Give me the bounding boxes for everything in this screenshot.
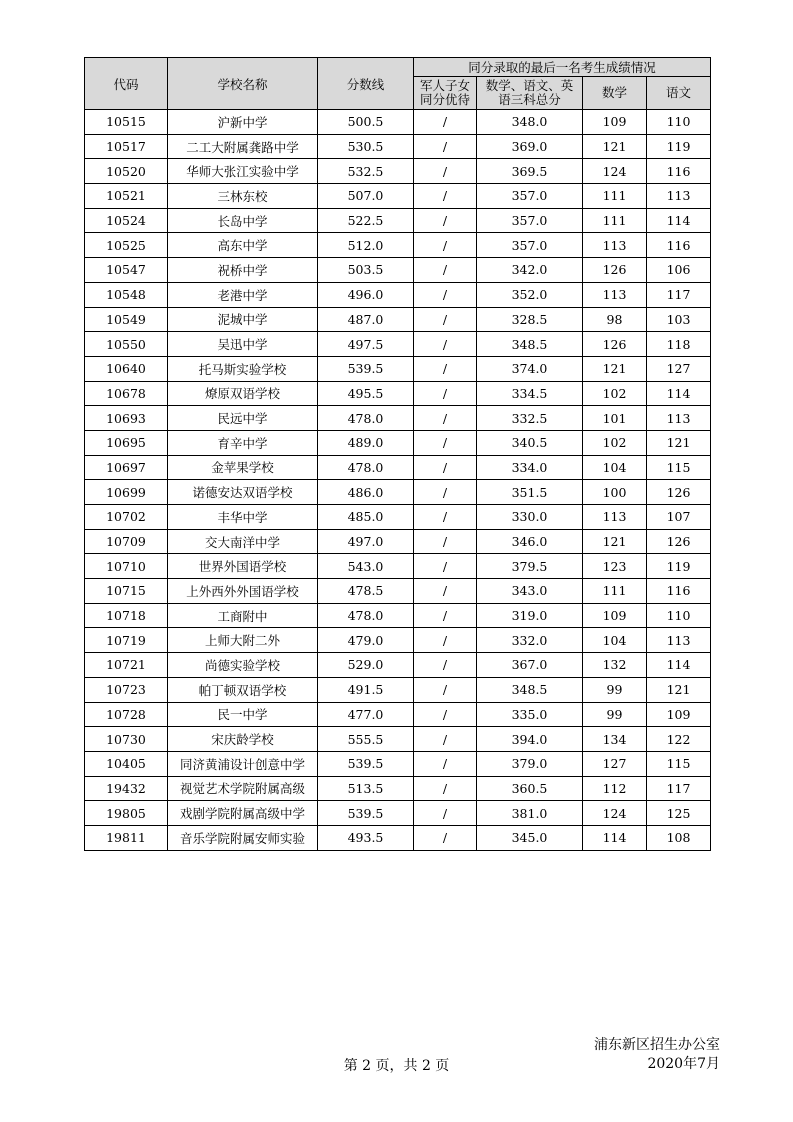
cell-code: 10640 [85,356,168,381]
cell-cutoff-score: 487.0 [318,307,414,332]
cell-code: 19432 [85,776,168,801]
cell-chinese: 121 [647,677,711,702]
cell-three-subject-total: 379.5 [477,554,583,579]
cell-three-subject-total: 343.0 [477,579,583,604]
cell-three-subject-total: 367.0 [477,653,583,678]
table-row [85,603,711,628]
cell-school-name: 世界外国语学校 [168,554,318,579]
table-row [85,702,711,727]
cell-three-subject-total: 394.0 [477,727,583,752]
table-row [85,628,711,653]
cell-code: 10405 [85,751,168,776]
cell-cutoff-score: 493.5 [318,825,414,850]
cell-chinese: 115 [647,751,711,776]
cell-military-priority: / [414,307,477,332]
cell-cutoff-score: 539.5 [318,751,414,776]
cell-three-subject-total: 348.0 [477,110,583,135]
cell-code: 10728 [85,702,168,727]
cell-code: 10521 [85,184,168,209]
cell-cutoff-score: 489.0 [318,430,414,455]
cell-chinese: 107 [647,505,711,530]
cell-code: 10721 [85,653,168,678]
cell-code: 10697 [85,455,168,480]
cell-code: 10549 [85,307,168,332]
table-row [85,282,711,307]
table-row [85,801,711,826]
cell-code: 10517 [85,134,168,159]
cell-math: 121 [583,134,647,159]
cell-school-name: 华师大张江实验中学 [168,159,318,184]
cell-military-priority: / [414,110,477,135]
cell-school-name: 托马斯实验学校 [168,356,318,381]
table-row [85,184,711,209]
cell-school-name: 上外西外外国语学校 [168,579,318,604]
cell-code: 10718 [85,603,168,628]
cell-chinese: 119 [647,554,711,579]
cell-three-subject-total: 334.0 [477,455,583,480]
cell-code: 10723 [85,677,168,702]
cell-school-name: 丰华中学 [168,505,318,530]
cell-military-priority: / [414,653,477,678]
cell-cutoff-score: 539.5 [318,356,414,381]
cell-cutoff-score: 543.0 [318,554,414,579]
cell-school-name: 尚德实验学校 [168,653,318,678]
cell-three-subject-total: 357.0 [477,208,583,233]
cell-cutoff-score: 478.5 [318,579,414,604]
cell-school-name: 高东中学 [168,233,318,258]
cell-chinese: 103 [647,307,711,332]
office-name: 浦东新区招生办公室 [594,1037,720,1053]
issue-date: 2020年7月 [647,1056,720,1072]
cell-school-name: 泥城中学 [168,307,318,332]
cell-military-priority: / [414,332,477,357]
header-total-line1: 数学、语文、英 [485,78,574,93]
cell-three-subject-total: 369.0 [477,134,583,159]
cell-code: 10709 [85,529,168,554]
cell-cutoff-score: 522.5 [318,208,414,233]
table-row [85,751,711,776]
cell-math: 99 [583,677,647,702]
table-row [85,677,711,702]
cell-chinese: 117 [647,282,711,307]
cell-math: 111 [583,579,647,604]
cell-chinese: 114 [647,653,711,678]
table-row [85,381,711,406]
cell-cutoff-score: 555.5 [318,727,414,752]
cell-three-subject-total: 369.5 [477,159,583,184]
cell-math: 102 [583,430,647,455]
table-row [85,307,711,332]
cell-cutoff-score: 500.5 [318,110,414,135]
cell-three-subject-total: 332.5 [477,406,583,431]
cell-math: 109 [583,110,647,135]
cell-cutoff-score: 485.0 [318,505,414,530]
footer-signature [594,1036,720,1074]
cell-chinese: 115 [647,455,711,480]
cell-math: 134 [583,727,647,752]
cell-code: 10525 [85,233,168,258]
cell-cutoff-score: 496.0 [318,282,414,307]
cell-chinese: 116 [647,159,711,184]
table-row [85,505,711,530]
table-row [85,529,711,554]
cell-school-name: 交大南洋中学 [168,529,318,554]
table-row [85,233,711,258]
cell-three-subject-total: 346.0 [477,529,583,554]
cell-math: 132 [583,653,647,678]
cell-three-subject-total: 357.0 [477,184,583,209]
table-row [85,554,711,579]
cell-three-subject-total: 351.5 [477,480,583,505]
table-row [85,776,711,801]
cell-math: 100 [583,480,647,505]
cell-cutoff-score: 491.5 [318,677,414,702]
cell-military-priority: / [414,282,477,307]
cell-math: 102 [583,381,647,406]
cell-cutoff-score: 495.5 [318,381,414,406]
cell-math: 121 [583,529,647,554]
cell-military-priority: / [414,677,477,702]
table-row [85,727,711,752]
cell-military-priority: / [414,258,477,283]
header-total-line2: 语三科总分 [498,92,561,107]
table-row [85,208,711,233]
cell-math: 126 [583,258,647,283]
cell-code: 19805 [85,801,168,826]
header-cutoff-score: 分数线 [318,58,414,110]
cell-math: 113 [583,233,647,258]
cell-school-name: 沪新中学 [168,110,318,135]
cell-math: 114 [583,825,647,850]
cell-chinese: 108 [647,825,711,850]
cell-military-priority: / [414,159,477,184]
cell-three-subject-total: 352.0 [477,282,583,307]
cell-military-priority: / [414,381,477,406]
cell-military-priority: / [414,579,477,604]
table-row [85,332,711,357]
cell-school-name: 宋庆龄学校 [168,727,318,752]
cell-math: 126 [583,332,647,357]
cell-military-priority: / [414,801,477,826]
table-row [85,653,711,678]
cell-code: 10719 [85,628,168,653]
cell-code: 10710 [85,554,168,579]
cell-cutoff-score: 477.0 [318,702,414,727]
cell-cutoff-score: 503.5 [318,258,414,283]
cell-chinese: 126 [647,529,711,554]
table-row [85,159,711,184]
cell-chinese: 113 [647,184,711,209]
cell-chinese: 110 [647,603,711,628]
cell-military-priority: / [414,727,477,752]
cell-math: 124 [583,159,647,184]
cell-military-priority: / [414,776,477,801]
cell-math: 101 [583,406,647,431]
cell-three-subject-total: 330.0 [477,505,583,530]
page-number: 第 2 页，共 2 页 [343,1058,450,1074]
cell-math: 113 [583,505,647,530]
cell-military-priority: / [414,505,477,530]
table-row [85,430,711,455]
cell-school-name: 戏剧学院附属高级中学 [168,801,318,826]
cell-school-name: 二工大附属龚路中学 [168,134,318,159]
cell-math: 111 [583,184,647,209]
cell-military-priority: / [414,628,477,653]
cell-military-priority: / [414,356,477,381]
cell-three-subject-total: 357.0 [477,233,583,258]
cell-three-subject-total: 340.5 [477,430,583,455]
cell-military-priority: / [414,233,477,258]
admission-score-table [84,57,711,851]
cell-three-subject-total: 332.0 [477,628,583,653]
cell-three-subject-total: 345.0 [477,825,583,850]
cell-chinese: 110 [647,110,711,135]
cell-math: 111 [583,208,647,233]
cell-chinese: 116 [647,579,711,604]
cell-math: 112 [583,776,647,801]
cell-code: 10520 [85,159,168,184]
cell-math: 98 [583,307,647,332]
cell-military-priority: / [414,751,477,776]
table-row [85,480,711,505]
cell-chinese: 125 [647,801,711,826]
cell-chinese: 117 [647,776,711,801]
cell-code: 10695 [85,430,168,455]
cell-three-subject-total: 319.0 [477,603,583,628]
cell-school-name: 同济黄浦设计创意中学 [168,751,318,776]
table-body [85,110,711,851]
cell-cutoff-score: 497.5 [318,332,414,357]
cell-math: 99 [583,702,647,727]
cell-school-name: 音乐学院附属安师实验 [168,825,318,850]
cell-school-name: 育辛中学 [168,430,318,455]
cell-three-subject-total: 348.5 [477,677,583,702]
cell-code: 10550 [85,332,168,357]
cell-military-priority: / [414,184,477,209]
cell-three-subject-total: 342.0 [477,258,583,283]
table-row [85,110,711,135]
cell-cutoff-score: 478.0 [318,455,414,480]
cell-military-priority: / [414,208,477,233]
cell-school-name: 民远中学 [168,406,318,431]
cell-chinese: 106 [647,258,711,283]
table-row [85,406,711,431]
table-row [85,356,711,381]
cell-math: 124 [583,801,647,826]
cell-three-subject-total: 335.0 [477,702,583,727]
cell-school-name: 长岛中学 [168,208,318,233]
header-school-name: 学校名称 [168,58,318,110]
cell-math: 121 [583,356,647,381]
cell-school-name: 工商附中 [168,603,318,628]
cell-school-name: 老港中学 [168,282,318,307]
cell-chinese: 114 [647,381,711,406]
cell-code: 10548 [85,282,168,307]
cell-three-subject-total: 334.5 [477,381,583,406]
cell-code: 10693 [85,406,168,431]
header-three-subject-total [477,77,583,110]
cell-cutoff-score: 539.5 [318,801,414,826]
cell-cutoff-score: 512.0 [318,233,414,258]
cell-school-name: 祝桥中学 [168,258,318,283]
cell-military-priority: / [414,603,477,628]
cell-three-subject-total: 360.5 [477,776,583,801]
cell-three-subject-total: 381.0 [477,801,583,826]
cell-chinese: 126 [647,480,711,505]
table-row [85,455,711,480]
table-row [85,825,711,850]
cell-chinese: 114 [647,208,711,233]
cell-school-name: 三林东校 [168,184,318,209]
cell-code: 10730 [85,727,168,752]
header-military-priority [414,77,477,110]
cell-chinese: 113 [647,406,711,431]
cell-school-name: 民一中学 [168,702,318,727]
table-row [85,258,711,283]
cell-math: 127 [583,751,647,776]
header-math: 数学 [583,77,647,110]
cell-three-subject-total: 374.0 [477,356,583,381]
cell-code: 19811 [85,825,168,850]
header-chinese: 语文 [647,77,711,110]
cell-school-name: 诺德安达双语学校 [168,480,318,505]
cell-cutoff-score: 478.0 [318,406,414,431]
cell-military-priority: / [414,529,477,554]
table-row [85,579,711,604]
cell-cutoff-score: 478.0 [318,603,414,628]
cell-cutoff-score: 497.0 [318,529,414,554]
cell-chinese: 122 [647,727,711,752]
cell-code: 10699 [85,480,168,505]
cell-military-priority: / [414,825,477,850]
header-last-admitted-group: 同分录取的最后一名考生成绩情况 [414,58,711,77]
cell-three-subject-total: 379.0 [477,751,583,776]
cell-cutoff-score: 530.5 [318,134,414,159]
cell-cutoff-score: 479.0 [318,628,414,653]
cell-military-priority: / [414,134,477,159]
cell-chinese: 116 [647,233,711,258]
cell-school-name: 帕丁顿双语学校 [168,677,318,702]
cell-military-priority: / [414,455,477,480]
cell-military-priority: / [414,480,477,505]
cell-code: 10524 [85,208,168,233]
header-code: 代码 [85,58,168,110]
cell-code: 10702 [85,505,168,530]
cell-cutoff-score: 486.0 [318,480,414,505]
cell-three-subject-total: 348.5 [477,332,583,357]
cell-school-name: 燎原双语学校 [168,381,318,406]
cell-chinese: 109 [647,702,711,727]
cell-school-name: 金苹果学校 [168,455,318,480]
header-military-line1: 军人子女 [419,78,470,93]
cell-chinese: 118 [647,332,711,357]
table-row [85,134,711,159]
cell-math: 104 [583,628,647,653]
cell-military-priority: / [414,702,477,727]
cell-three-subject-total: 328.5 [477,307,583,332]
cell-math: 109 [583,603,647,628]
cell-cutoff-score: 529.0 [318,653,414,678]
cell-code: 10547 [85,258,168,283]
cell-math: 113 [583,282,647,307]
cell-school-name: 视觉艺术学院附属高级 [168,776,318,801]
cell-cutoff-score: 513.5 [318,776,414,801]
cell-school-name: 吴迅中学 [168,332,318,357]
cell-chinese: 113 [647,628,711,653]
cell-military-priority: / [414,430,477,455]
cell-military-priority: / [414,554,477,579]
cell-code: 10515 [85,110,168,135]
cell-cutoff-score: 532.5 [318,159,414,184]
cell-school-name: 上师大附二外 [168,628,318,653]
cell-code: 10678 [85,381,168,406]
cell-math: 123 [583,554,647,579]
cell-chinese: 127 [647,356,711,381]
cell-math: 104 [583,455,647,480]
header-military-line2: 同分优待 [419,92,470,107]
cell-military-priority: / [414,406,477,431]
cell-chinese: 121 [647,430,711,455]
cell-chinese: 119 [647,134,711,159]
cell-code: 10715 [85,579,168,604]
cell-cutoff-score: 507.0 [318,184,414,209]
